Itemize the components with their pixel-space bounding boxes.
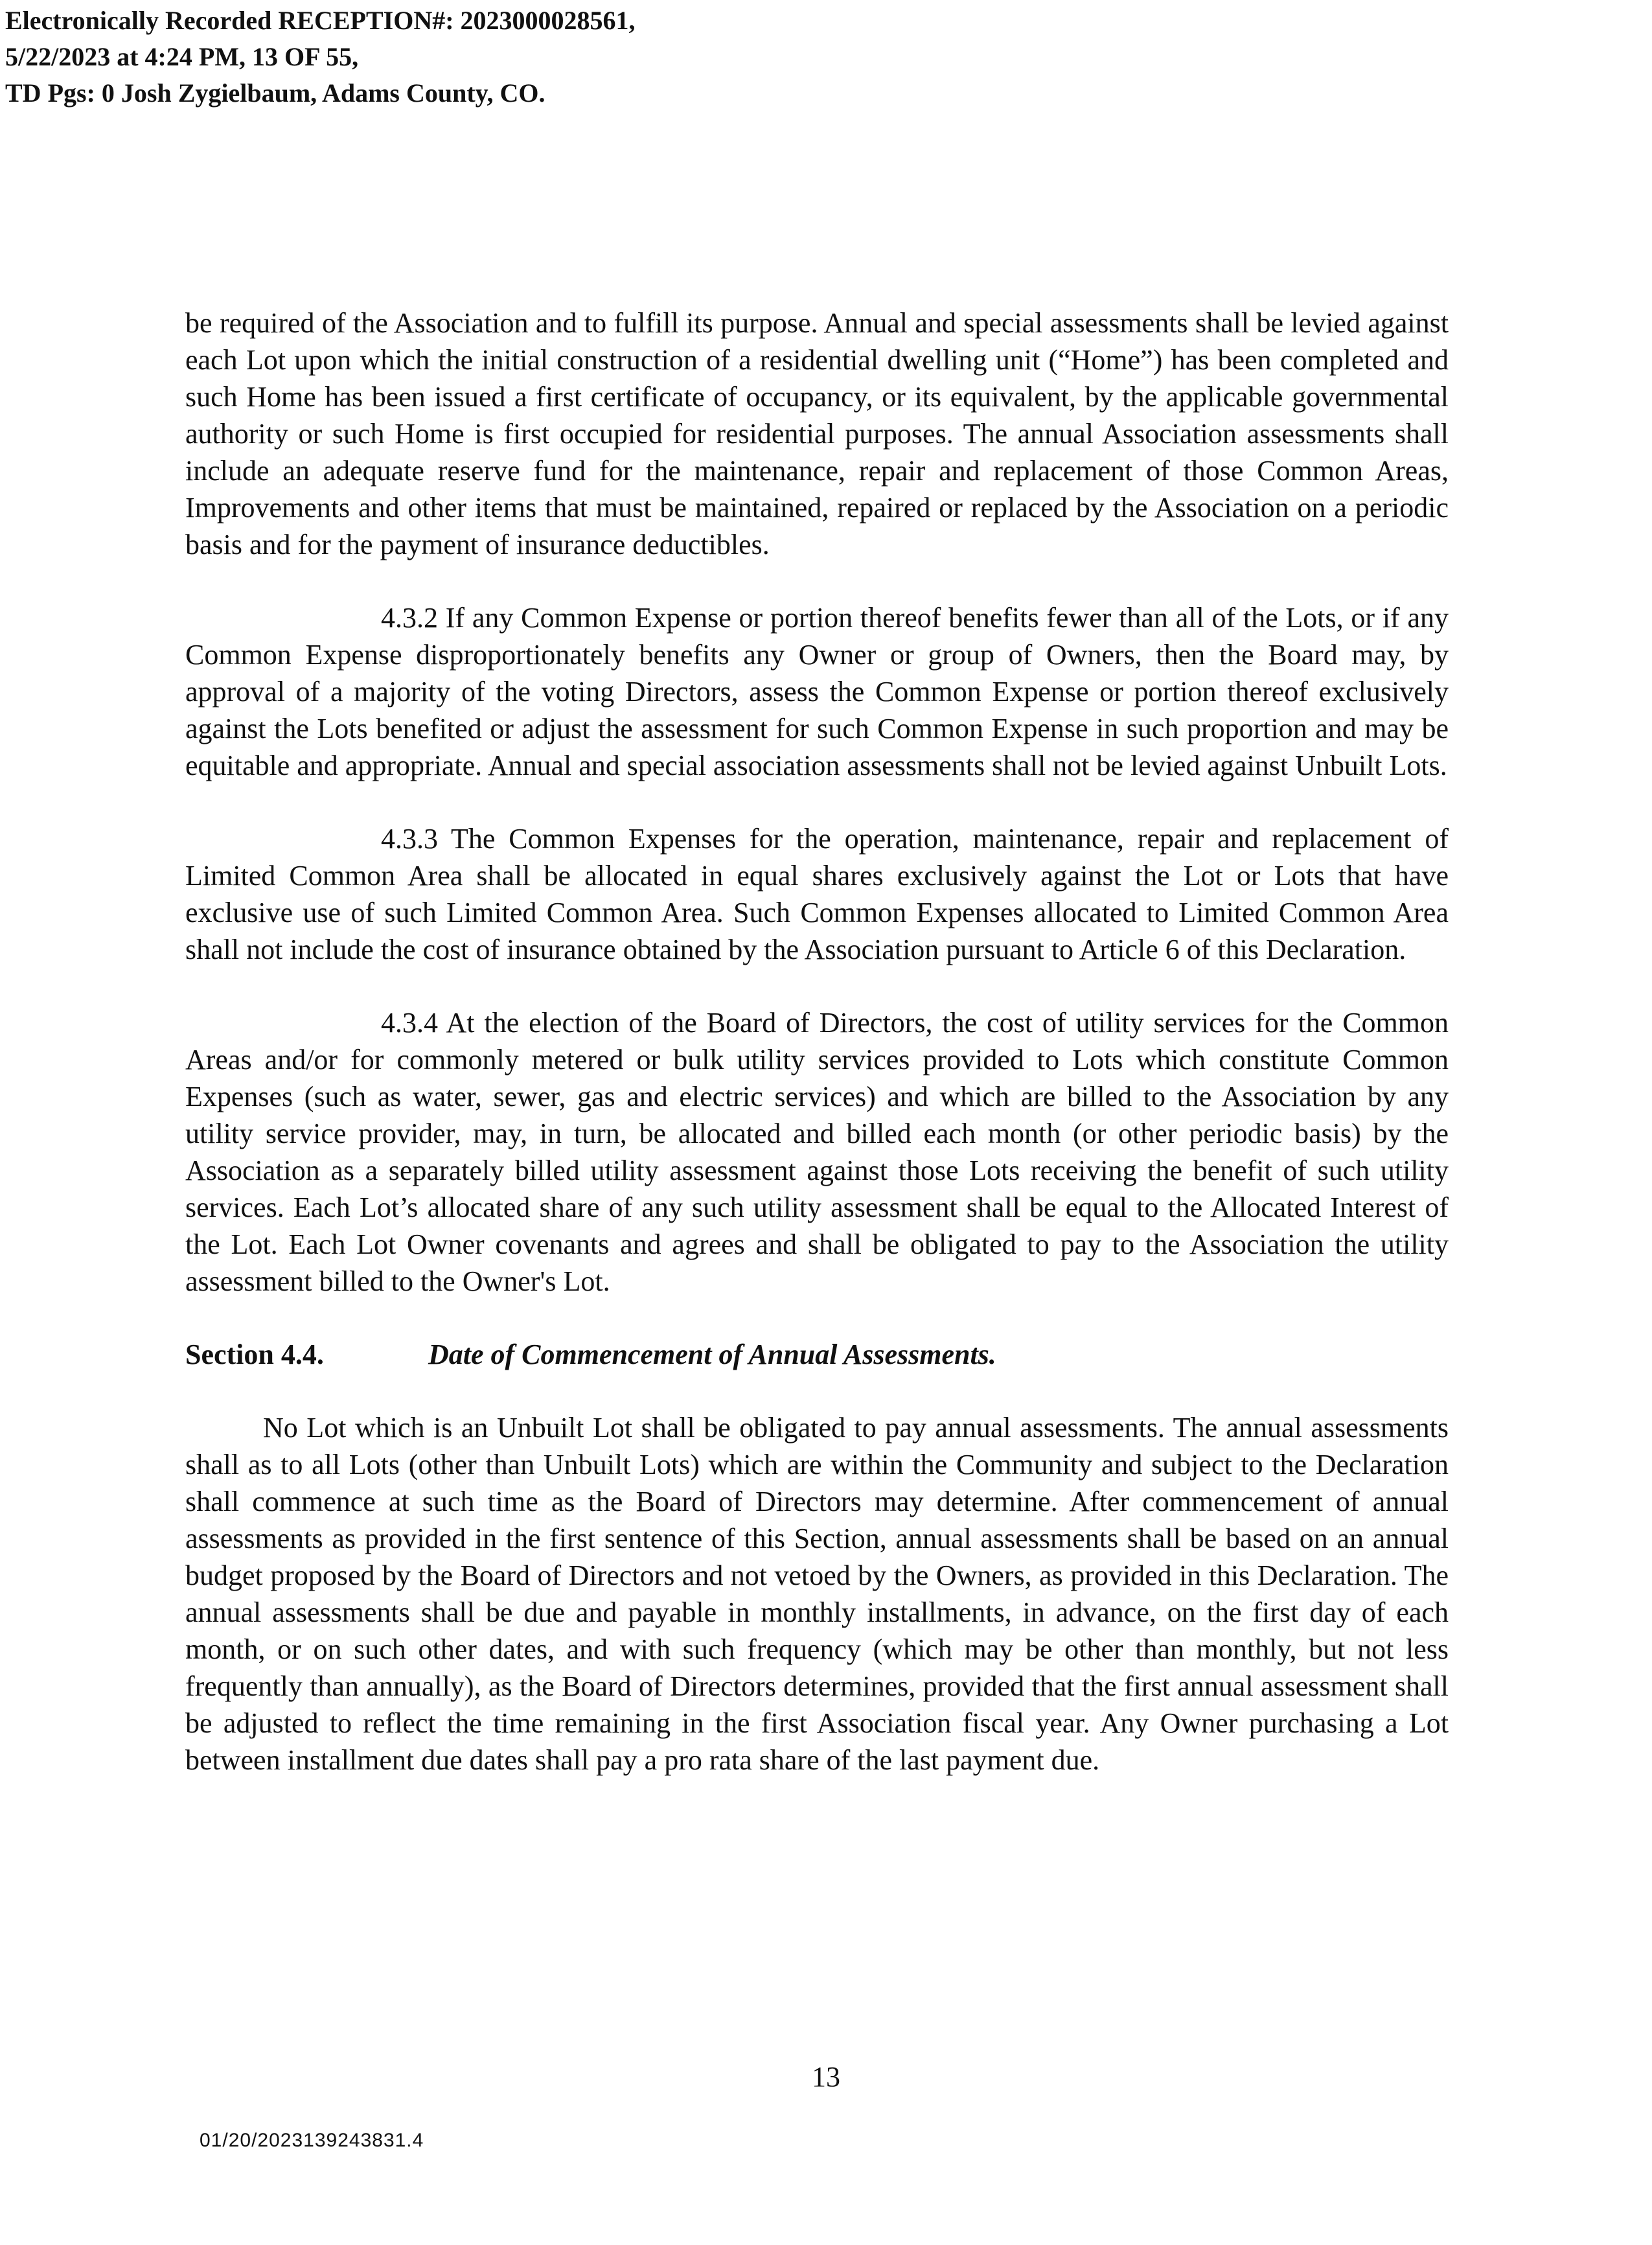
document-body <box>185 305 1449 1815</box>
paragraph-4-3-2: 4.3.2 If any Common Expense or portion thereof benefits fewer than all of the Lots, or if any Common Expense disproportionately benefits any Owner or group of Owners, then the Board may, by approval of a majority of the voting Directors, assess the Common Expense or portion thereof exclusively against the Lots benefited or adjust the assessment for such Common Expense in such proportion and may be equitable and appropriate. Annual and special association assessments shall not be levied against Unbuilt Lots. <box>185 602 1449 781</box>
section-4-4-number: Section 4.4. <box>185 1339 324 1370</box>
section-4-4-body: No Lot which is an Unbuilt Lot shall be obligated to pay annual assessments. The annual assessments shall as to all Lots (other than Unbuilt Lots) which are within the Community and subject to the Declaration shall commence at such time as the Board of Directors may determine. After commencement of annual assessments as provided in the first sentence of this Section, annual assessments shall be based on an annual budget proposed by the Board of Directors and not vetoed by the Owners, as provided in this Declaration. The annual assessments shall be due and payable in monthly installments, in advance, on the first day of each month, or on such other dates, and with such frequency (which may be other than monthly, but not less frequently than annually), as the Board of Directors determines, provided that the first annual assessment shall be adjusted to reflect the time remaining in the first Association fiscal year. Any Owner purchasing a Lot between installment due dates shall pay a pro rata share of the last payment due. <box>185 1412 1449 1776</box>
page-number: 13 <box>812 2061 840 2093</box>
paragraph-4-3-3: 4.3.3 The Common Expenses for the operation, maintenance, repair and replacement of Limited Common Area shall be allocated in equal shares exclusively against the Lot or Lots that have exclusive use of such Limited Common Area. Such Common Expenses allocated to Limited Common Area shall not include the cost of insurance obtained by the Association pursuant to Article 6 of this Declaration. <box>185 823 1449 965</box>
section-4-4-heading <box>185 1336 1449 1373</box>
paragraph-continuation: be required of the Association and to fulfill its purpose. Annual and special assessments shall be levied against each Lot upon which the initial construction of a residential dwelling unit (“Home”) has been completed and such Home has been issued a first certificate of occupancy, or its equivalent, by the applicable governmental authority or such Home is first occupied for residential purposes. The annual Association assessments shall include an adequate reserve fund for the maintenance, repair and replacement of those Common Areas, Improvements and other items that must be maintained, repaired or replaced by the Association on a periodic basis and for the payment of insurance deductibles. <box>185 307 1449 560</box>
recording-stamp-line-1: Electronically Recorded RECEPTION#: 2023000028561, <box>5 6 636 35</box>
section-4-4-title: Date of Commencement of Annual Assessments. <box>428 1339 996 1370</box>
recording-stamp <box>5 3 636 111</box>
recording-stamp-line-2: 5/22/2023 at 4:24 PM, 13 OF 55, <box>5 42 359 71</box>
recording-stamp-line-3: TD Pgs: 0 Josh Zygielbaum, Adams County, CO. <box>5 78 545 108</box>
paragraph-4-3-4: 4.3.4 At the election of the Board of Directors, the cost of utility services for the Common Areas and/or for commonly metered or bulk utility services provided to Lots which constitute Common Expenses (such as water, sewer, gas and electric services) and which are billed to the Association by any utility service provider, may, in turn, be allocated and billed each month (or other periodic basis) by the Association as a separately billed utility assessment against those Lots receiving the benefit of such utility services. Each Lot’s allocated share of any such utility assessment shall be equal to the Allocated Interest of the Lot. Each Lot Owner covenants and agrees and shall be obligated to pay to the Association the utility assessment billed to the Owner's Lot. <box>185 1007 1449 1297</box>
document-id: 01/20/2023139243831.4 <box>200 2130 424 2151</box>
